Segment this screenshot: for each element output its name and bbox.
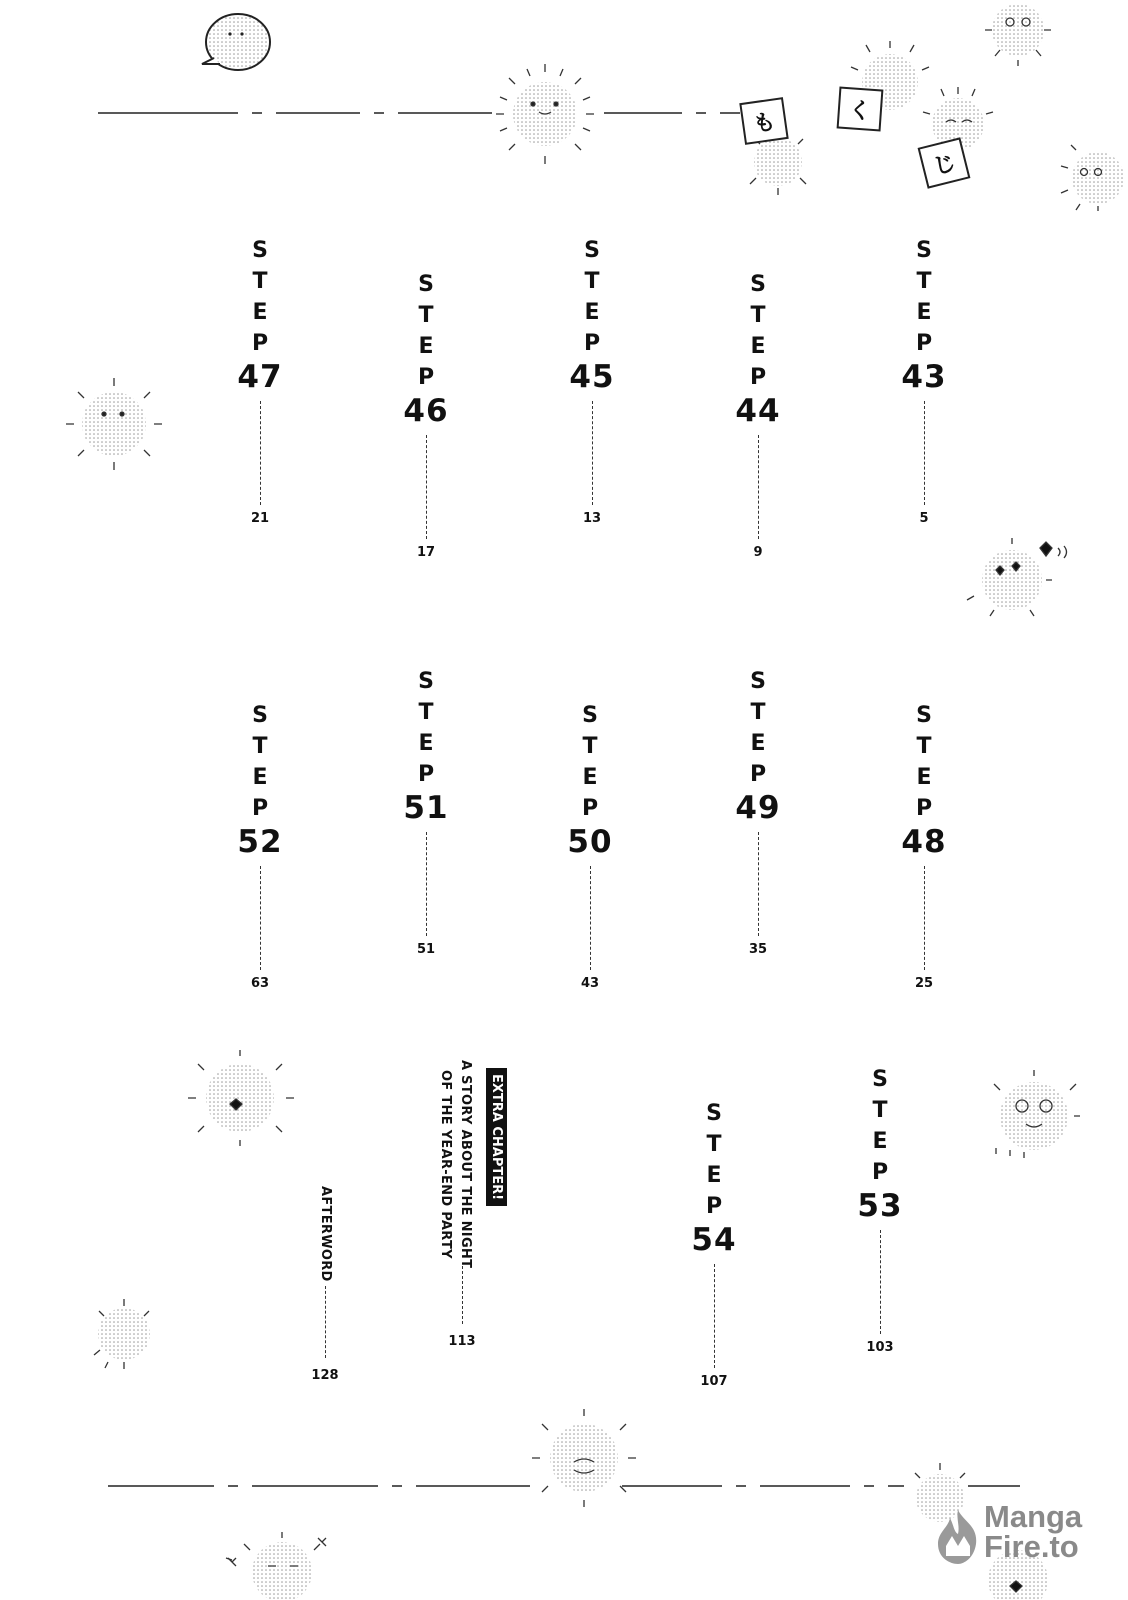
step-label-s: S: [750, 272, 766, 297]
step-label-p: P: [251, 331, 269, 356]
fuzzball-creature-icon: [496, 64, 594, 164]
step-label-t: T: [916, 269, 932, 294]
leader-line: [426, 435, 427, 539]
step-label-t: T: [418, 303, 434, 328]
toc-entry-step-46[interactable]: [386, 269, 466, 561]
fuzzball-creature-icon: [750, 138, 806, 195]
leader-line: [758, 435, 759, 539]
page-number: 17: [416, 545, 436, 560]
watermark-brand: [984, 1499, 1083, 1564]
step-label-e: E: [706, 1163, 722, 1188]
leader-line: [325, 1286, 326, 1358]
fuzzball-creature-icon: [188, 1050, 294, 1146]
leader-line: [426, 832, 427, 936]
fuzzball-creature-icon: [94, 1299, 150, 1369]
step-label-e: E: [916, 300, 932, 325]
toc-entry-step-44[interactable]: [718, 269, 798, 561]
step-label-p: P: [583, 331, 601, 356]
step-number: 52: [237, 824, 283, 860]
page-number: 13: [582, 511, 602, 526]
step-number: 44: [735, 393, 781, 429]
step-label-p: P: [749, 762, 767, 787]
step-number: 53: [857, 1188, 903, 1224]
extra-chapter-badge: EXTRA CHAPTER!: [486, 1068, 507, 1206]
toc-entry-step-48[interactable]: [884, 700, 964, 992]
toc-entry-step-49[interactable]: [718, 666, 798, 958]
leader-line: [924, 401, 925, 505]
step-label-p: P: [417, 365, 435, 390]
title-kana-ji: じ: [918, 137, 971, 188]
leader-line: [880, 1230, 881, 1334]
step-label-s: S: [418, 272, 434, 297]
step-label-s: S: [872, 1067, 888, 1092]
step-label-s: S: [582, 703, 598, 728]
leader-line: [758, 832, 759, 936]
page-number: 128: [311, 1368, 339, 1383]
heart-fuzzball-creature-icon: [967, 538, 1067, 616]
step-label-s: S: [750, 669, 766, 694]
step-label-e: E: [418, 334, 434, 359]
step-number: 51: [403, 790, 449, 826]
leader-line: [590, 866, 591, 970]
step-label-t: T: [418, 700, 434, 725]
step-label-t: T: [750, 303, 766, 328]
step-label-s: S: [916, 238, 932, 263]
step-label-e: E: [916, 765, 932, 790]
fuzzball-creature-icon: [994, 1070, 1080, 1158]
fuzzball-creature-icon: [532, 1409, 636, 1507]
page-number: 25: [914, 976, 934, 991]
leader-line: [462, 1266, 463, 1324]
toc-entry-step-53[interactable]: [840, 1064, 920, 1356]
step-label-e: E: [872, 1129, 888, 1154]
step-label-e: E: [750, 334, 766, 359]
step-label-e: E: [418, 731, 434, 756]
step-number: 45: [569, 359, 615, 395]
step-label-e: E: [582, 765, 598, 790]
step-label-t: T: [916, 734, 932, 759]
step-label-e: E: [252, 765, 268, 790]
step-number: 54: [691, 1222, 737, 1258]
page-number: 9: [753, 545, 763, 560]
toc-entry-step-51[interactable]: [386, 666, 466, 958]
mangafire-logo-icon: [930, 1506, 986, 1566]
step-label-t: T: [252, 734, 268, 759]
step-number: 50: [567, 824, 613, 860]
step-label-e: E: [750, 731, 766, 756]
leader-line: [260, 866, 261, 970]
step-label-t: T: [706, 1132, 722, 1157]
title-kana-mo: も: [739, 97, 788, 145]
page-number: 63: [250, 976, 270, 991]
leader-line: [714, 1264, 715, 1368]
step-label-t: T: [582, 734, 598, 759]
page-number: 21: [250, 511, 270, 526]
step-label-p: P: [705, 1194, 723, 1219]
step-label-p: P: [915, 796, 933, 821]
toc-entry-step-47[interactable]: [220, 235, 300, 527]
step-label-t: T: [252, 269, 268, 294]
step-label-p: P: [581, 796, 599, 821]
step-label-e: E: [252, 300, 268, 325]
step-label-t: T: [872, 1098, 888, 1123]
page-number: 5: [919, 511, 929, 526]
step-label-t: T: [584, 269, 600, 294]
step-label-s: S: [584, 238, 600, 263]
step-label-p: P: [915, 331, 933, 356]
step-label-s: S: [418, 669, 434, 694]
step-number: 48: [901, 824, 947, 860]
step-number: 49: [735, 790, 781, 826]
page-number: 43: [580, 976, 600, 991]
step-number: 43: [901, 359, 947, 395]
leader-line: [260, 401, 261, 505]
speech-bubble-creature-icon: [202, 14, 270, 70]
toc-entry-step-45[interactable]: [552, 235, 632, 527]
extra-chapter-title-line1: A STORY ABOUT THE NIGHT: [458, 1060, 473, 1269]
step-label-p: P: [749, 365, 767, 390]
page-number: 51: [416, 942, 436, 957]
step-label-p: P: [251, 796, 269, 821]
step-label-s: S: [252, 703, 268, 728]
toc-entry-step-54[interactable]: [674, 1098, 754, 1390]
page-number: 113: [448, 1334, 476, 1349]
toc-entry-step-52[interactable]: [220, 700, 300, 992]
fuzzball-creature-icon: [985, 0, 1051, 66]
leader-line: [592, 401, 593, 505]
extra-chapter-title-line2: OF THE YEAR-END PARTY: [438, 1070, 453, 1259]
toc-entry-step-50[interactable]: [550, 700, 630, 992]
step-number: 47: [237, 359, 283, 395]
fuzzball-creature-icon: [1061, 145, 1124, 211]
fuzzball-creature-icon: [66, 378, 162, 470]
title-kana-ku: く: [837, 87, 884, 132]
page-number: 35: [748, 942, 768, 957]
toc-entry-step-43[interactable]: [884, 235, 964, 527]
watermark-line2: Fire.to: [984, 1529, 1079, 1564]
step-label-p: P: [871, 1160, 889, 1185]
page-number: 103: [866, 1340, 894, 1355]
fuzzball-creature-icon: [226, 1532, 326, 1600]
step-label-e: E: [584, 300, 600, 325]
step-label-s: S: [252, 238, 268, 263]
step-number: 46: [403, 393, 449, 429]
afterword-label: AFTERWORD: [318, 1186, 333, 1282]
step-label-s: S: [916, 703, 932, 728]
watermark-line1: Manga: [984, 1499, 1083, 1534]
page-number: 107: [700, 1374, 728, 1389]
step-label-t: T: [750, 700, 766, 725]
step-label-p: P: [417, 762, 435, 787]
leader-line: [924, 866, 925, 970]
step-label-s: S: [706, 1101, 722, 1126]
